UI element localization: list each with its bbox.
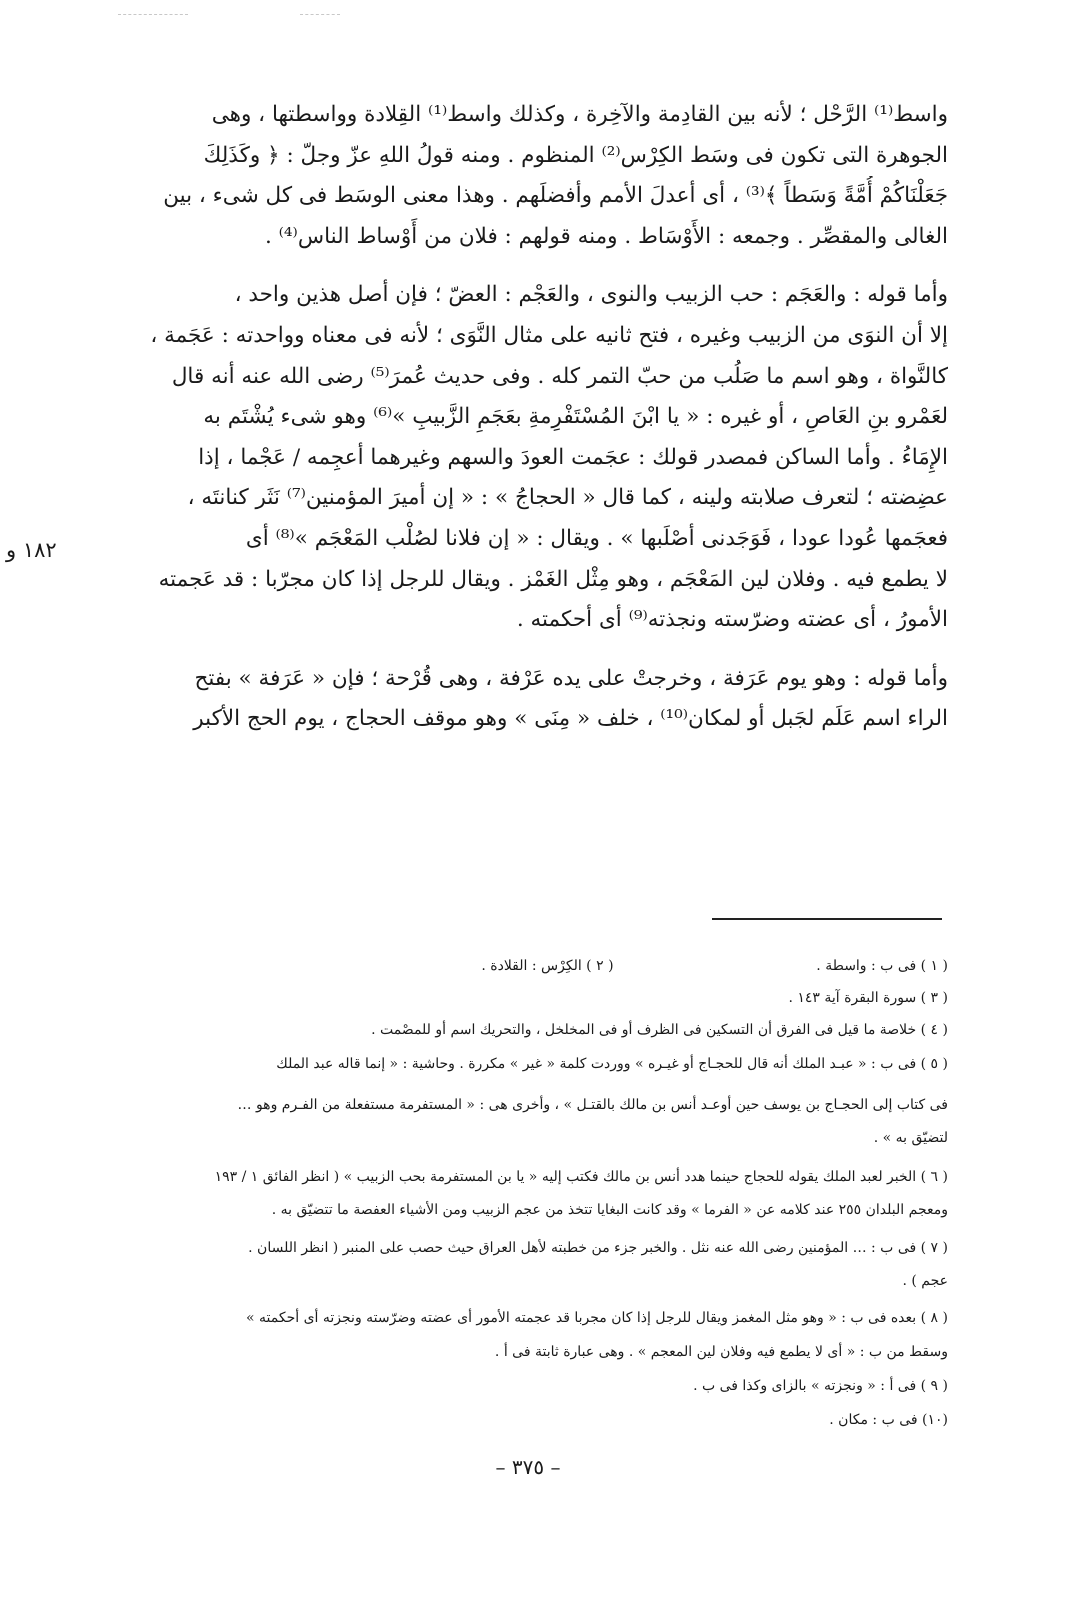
text-line: إلا أن النوَى من الزبيب وغيره ، فتح ثانيه على مثال النَّوَى ؛ لأنه فى معناه وواحدته : عَجَمة ، [150, 322, 948, 348]
text-line: الجوهرة التى تكون فى وسَط الكِرْس⁽²⁾ المنظوم . ومنه قولُ اللهِ عزّ وجلّ : ﴿ وكَذَلِكَ [203, 142, 948, 168]
footnote-7: ( ٧ ) فى ب : … المؤمنين رضى الله عنه نثل . والخبر جزء من خطبته لأهل العراق حيث حصب على المنبر ( انظر اللسان . [248, 1240, 948, 1256]
paragraph [112, 275, 948, 640]
footnote-1: ( ١ ) فى ب : واسطة . [816, 958, 948, 974]
footnote-6-cont: ومعجم البلدان ٢٥٥ عند كلامه عن « الفرما » وقد كانت البغايا تتخذ من عجم الزبيب ومن الأشياء العفصة ما تتضيّق به . [271, 1202, 948, 1218]
footnote-10: (١٠) فى ب : مكان . [829, 1412, 948, 1428]
footnote-row [112, 953, 948, 979]
text-line: وأما قوله : وهو يوم عَرَفة ، وخرجتْ على يده عَرْفة ، وهى قُرْحة ؛ فإن « عَرَفة » بفتح [194, 665, 948, 691]
text-line: جَعَلْنَاكُمْ أُمَّةً وَسَطاً ﴾⁽³⁾ ، أى أعدلَ الأمم وأفضلَهم . وهذا معنى الوسَط فى كل شىء ، بين [163, 183, 948, 209]
text-line: الغالى والمقصِّر . وجمعه : الأَوْسَاط . ومنه قولهم : فلان من أَوْساط الناس⁽⁴⁾ . [264, 223, 948, 249]
text-line: فعجَمها عُودا عودا ، فَوَجَدنى أصْلَبها » . ويقال : « إن فلانا لصُلْب المَعْجَم »⁽⁸⁾ أى [245, 525, 948, 551]
text-line: لا يطمع فيه . وفلان لين المَعْجَم ، وهو مِثْل الغَمْز . ويقال للرجل إذا كان مجرّبا : قد عَجمته [158, 566, 948, 592]
scan-artifact [118, 14, 188, 15]
main-text [112, 95, 948, 758]
text-line: وأما قوله : والعَجَم : حب الزبيب والنوى ، والعَجْم : العضّ ؛ فإن أصل هذين واحد ، [234, 282, 948, 308]
text-line: كالنَّواة ، وهو اسم ما صَلُب من حبّ التمر كله . وفى حديث عُمرَ⁽⁵⁾ رضى الله عنه أنه قال [171, 363, 948, 389]
footnote-7-cont: عجم ) . [902, 1273, 948, 1289]
footnote-5-cont: فى كتاب إلى الحجـاج بن يوسف حين أوعـد أنس بن مالك بالقتـل » ، وأخرى هى : « المستفرمة مستفعلة من الفـرم وهو … [237, 1097, 948, 1113]
paragraph [112, 659, 948, 740]
scan-artifact [300, 14, 340, 15]
text-line: الراء اسم عَلَم لجَبل أو لمكان⁽¹⁰⁾ ، خلف « مِنَى » وهو موقف الحجاج ، يوم الحج الأكبر [193, 706, 948, 732]
page-number: – ٣٧٥ – [495, 1455, 561, 1479]
footnote-3: ( ٣ ) سورة البقرة آية ١٤٣ . [788, 990, 948, 1006]
folio-margin-note: ١٨٢ و [6, 538, 57, 562]
footnote-5-cont: لتضيّق به » . [873, 1130, 948, 1146]
text-line: الإِمَاءُ . وأما الساكن فمصدر قولك : عجَمت العودَ والسهم وغيرهما أعجِمه / عَجْما ، إذا [198, 444, 948, 470]
paragraph [112, 95, 948, 257]
footnote-8-cont: وسقط من ب : « أى لا يطمع فيه وفلان لين المعجم » . وهى عبارة ثابتة فى أ . [494, 1344, 948, 1360]
footnote-2: ( ٢ ) الكِرْس : القلادة . [481, 958, 614, 974]
footnote-9: ( ٩ ) فى أ : « ونجزته » بالزاى وكذا فى ب . [693, 1378, 948, 1394]
text-line: لعَمْرو بنِ العَاصِ ، أو غيره : « يا ابْنَ المُسْتَفْرِمةِ بعَجَمِ الزَّبيبِ »⁽⁶⁾ وهو شىء يُشْتَم به [203, 404, 948, 430]
footnote-5: ( ٥ ) فى ب : « عبـد الملك أنه قال للحجـاج أو غيـره » ووردت كلمة « غير » مكررة . وحاشية : « إنما قاله عبد الملك [276, 1056, 948, 1072]
text-line: الأمورُ ، أى عضته وضرّسته ونجذته⁽⁹⁾ أى أحكمته . [516, 607, 948, 633]
text-line: عضِضته ؛ لتعرف صلابته ولينه ، كما قال « الحجاجُ » : « إن أميرَ المؤمنين⁽⁷⁾ نَثَر كنانتَه ، [187, 485, 948, 511]
footnote-separator [712, 918, 942, 920]
text-line: واسط⁽¹⁾ الرَّحْل ؛ لأنه بين القادِمة والآخِرة ، وكذلك واسط⁽¹⁾ القِلادة وواسطتها ، وهى [211, 102, 948, 127]
footnote-8: ( ٨ ) بعده فى ب : « وهو مثل المغمز ويقال للرجل إذا كان مجربا قد عجمته الأمور أى عضته وضرّسته ونجزته أى أحكمته » [246, 1310, 948, 1326]
footnote-4: ( ٤ ) خلاصة ما قيل فى الفرق أن التسكين فى الظرف أو فى المخلخل ، والتحريك اسم أو للمصْمت . [371, 1022, 948, 1038]
footnote-6: ( ٦ ) الخبر لعبد الملك يقوله للحجاج حينما هدد أنس بن مالك فكتب إليه « يا بن المستفرمة بحب الزبيب » ( انظر الفائق ١ / ١٩٣ [214, 1169, 948, 1185]
